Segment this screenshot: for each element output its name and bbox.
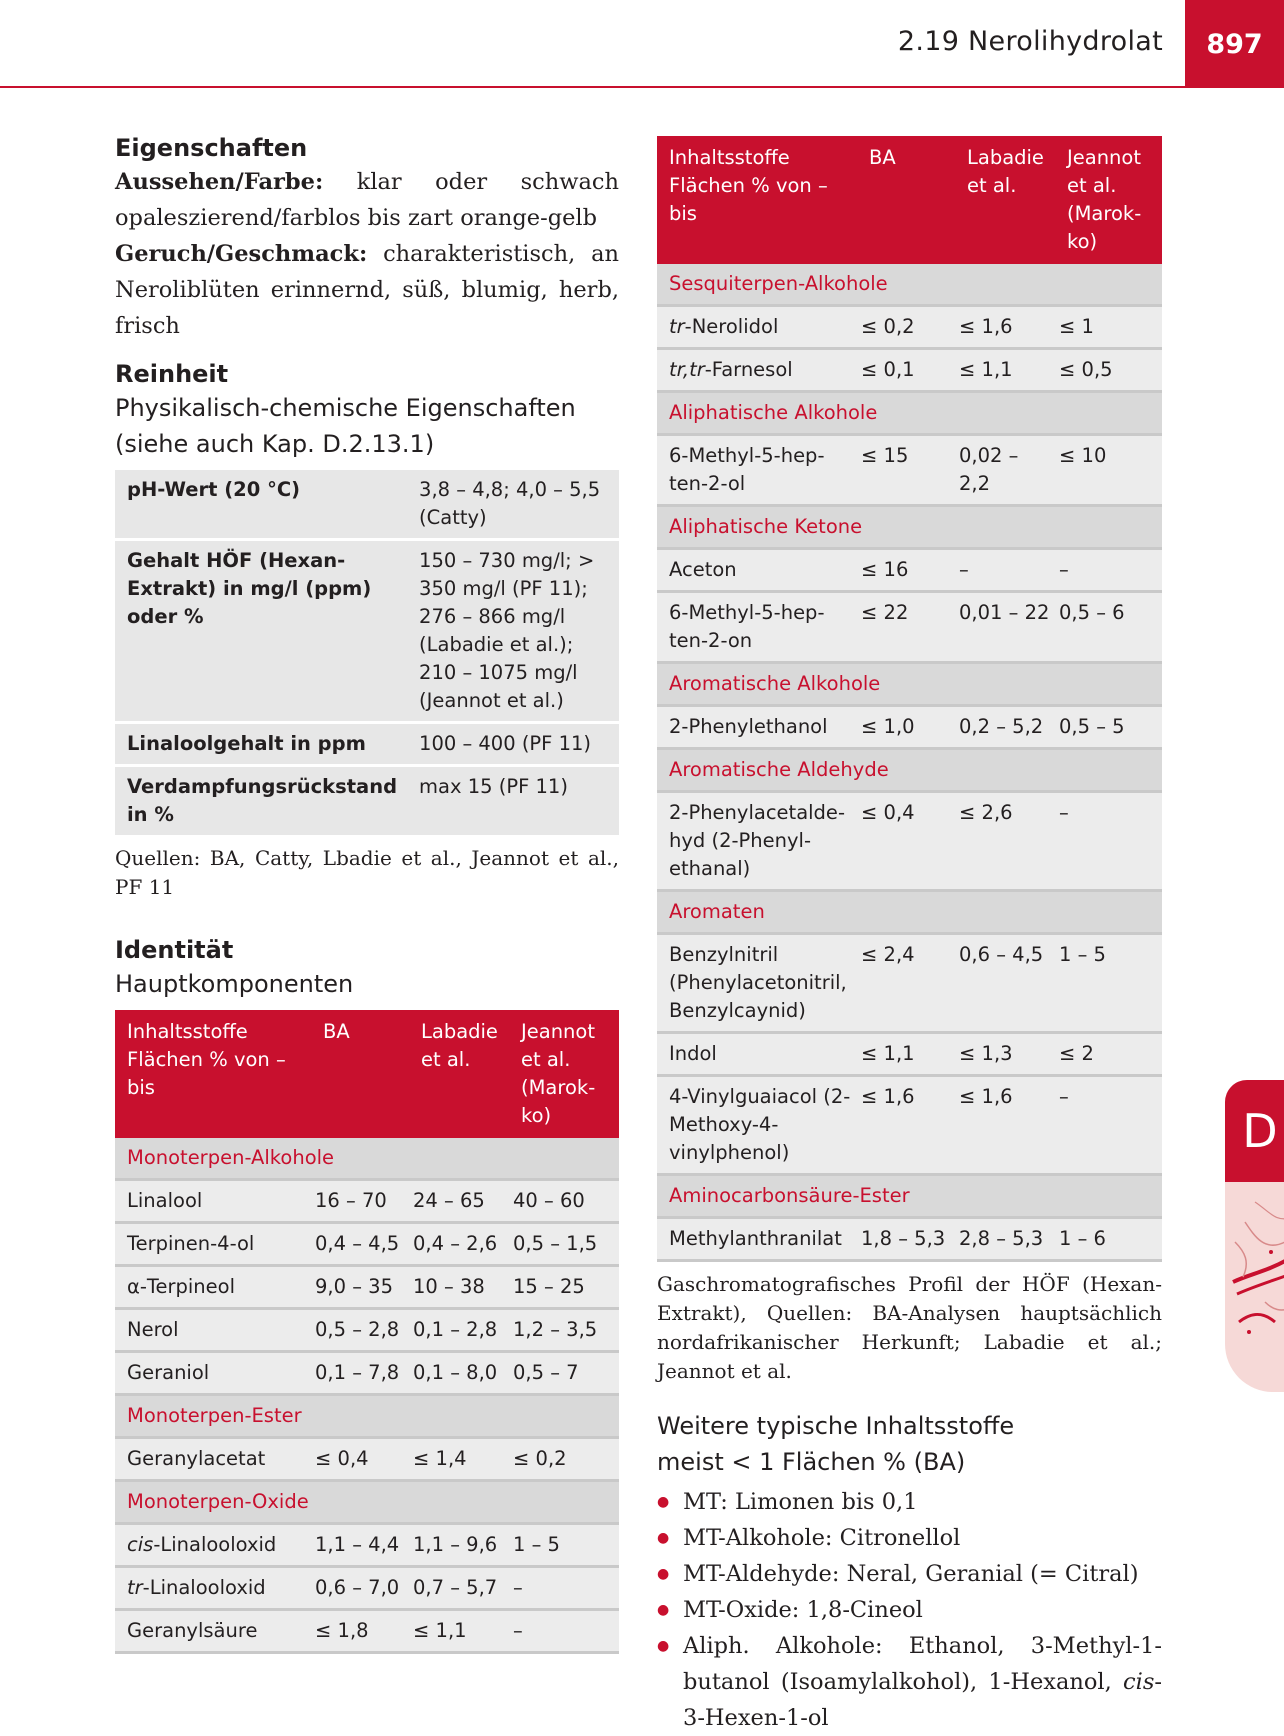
compound-name: Terpinen-4-ol bbox=[115, 1223, 311, 1266]
value-ba: 0,5 – 2,8 bbox=[311, 1309, 409, 1352]
table-row bbox=[115, 1524, 619, 1567]
table-row bbox=[657, 549, 1162, 592]
value-ba: ≤ 1,8 bbox=[311, 1610, 409, 1653]
header-rule bbox=[0, 86, 1284, 88]
heading-identitaet: Identität bbox=[115, 936, 234, 964]
identitaet-subtitle: Hauptkomponenten bbox=[115, 970, 354, 998]
table-row bbox=[115, 1180, 619, 1223]
value-ba: ≤ 1,0 bbox=[857, 706, 955, 749]
table-row bbox=[657, 1218, 1162, 1261]
compound-name bbox=[657, 349, 857, 392]
table-row bbox=[657, 306, 1162, 349]
page-number: 897 bbox=[1185, 0, 1284, 88]
group-label: Monoterpen-Ester bbox=[115, 1395, 619, 1438]
aussehen-label: Aussehen/Farbe: bbox=[115, 169, 324, 195]
col-header-ba: BA bbox=[311, 1010, 409, 1138]
value-ba: ≤ 2,4 bbox=[857, 934, 955, 1033]
compound-name: 4-Vinylguaiacol (2-Methoxy-4-vinylphenol) bbox=[657, 1076, 857, 1175]
property-table bbox=[115, 470, 619, 838]
table-caption: Gaschromatografisches Profil der HÖF (Hexan-Extrakt), Quellen: BA-Analysen hauptsächlich nordafrikanischer Herkunft; Labadie et al.; Jeannot et al. bbox=[657, 1272, 1162, 1383]
table-row bbox=[115, 1309, 619, 1352]
compound-name: Indol bbox=[657, 1033, 857, 1076]
value-jeannot: ≤ 0,5 bbox=[1055, 349, 1162, 392]
group-row bbox=[657, 392, 1162, 435]
property-key: Verdampfungsrückstand in % bbox=[115, 766, 407, 837]
value-jeannot: – bbox=[1055, 792, 1162, 891]
compound-name-rest: -Linalooloxid bbox=[142, 1576, 266, 1599]
components-table-right bbox=[657, 136, 1162, 1262]
group-row bbox=[115, 1138, 619, 1180]
components-table-left bbox=[115, 1010, 619, 1654]
property-row bbox=[115, 540, 619, 723]
compound-name: Aceton bbox=[657, 549, 857, 592]
weitere-title-line1: Weitere typische Inhaltsstoffe bbox=[657, 1412, 1015, 1440]
table-row bbox=[657, 792, 1162, 891]
list-item: ● MT-Alkohole: Citronellol bbox=[657, 1520, 1162, 1556]
group-row bbox=[657, 891, 1162, 934]
table-row bbox=[115, 1567, 619, 1610]
value-labadie: 0,02 – 2,2 bbox=[955, 435, 1055, 506]
value-jeannot: 0,5 – 1,5 bbox=[509, 1223, 619, 1266]
value-labadie: ≤ 1,1 bbox=[409, 1610, 509, 1653]
heading-reinheit: Reinheit bbox=[115, 360, 229, 388]
value-jeannot: 0,5 – 7 bbox=[509, 1352, 619, 1395]
value-labadie: ≤ 1,1 bbox=[955, 349, 1055, 392]
list-item-prefix: cis bbox=[1123, 1669, 1155, 1695]
col-header-ba: BA bbox=[857, 136, 955, 264]
value-jeannot: 1 – 5 bbox=[509, 1524, 619, 1567]
value-ba: ≤ 0,1 bbox=[857, 349, 955, 392]
value-labadie: 1,1 – 9,6 bbox=[409, 1524, 509, 1567]
chapter-letter: D bbox=[1225, 1080, 1284, 1182]
group-row bbox=[657, 264, 1162, 306]
table-row bbox=[115, 1438, 619, 1481]
value-ba: 0,6 – 7,0 bbox=[311, 1567, 409, 1610]
property-value: 100 – 400 (PF 11) bbox=[407, 723, 619, 766]
value-labadie: 2,8 – 5,3 bbox=[955, 1218, 1055, 1261]
value-labadie: ≤ 2,6 bbox=[955, 792, 1055, 891]
value-labadie: 0,4 – 2,6 bbox=[409, 1223, 509, 1266]
value-ba: 16 – 70 bbox=[311, 1180, 409, 1223]
value-ba: ≤ 0,2 bbox=[857, 306, 955, 349]
property-row bbox=[115, 470, 619, 540]
value-jeannot: 40 – 60 bbox=[509, 1180, 619, 1223]
value-ba: 0,1 – 7,8 bbox=[311, 1352, 409, 1395]
group-label: Aromaten bbox=[657, 891, 1162, 934]
table-row bbox=[657, 706, 1162, 749]
right-column bbox=[657, 136, 1162, 1736]
compound-name: Methylanthranilat bbox=[657, 1218, 857, 1261]
value-jeannot: 0,5 – 6 bbox=[1055, 592, 1162, 663]
compound-name: α-Terpineol bbox=[115, 1266, 311, 1309]
group-label: Aminocarbonsäure-Ester bbox=[657, 1175, 1162, 1218]
geruch-paragraph bbox=[115, 236, 619, 344]
value-labadie: ≤ 1,6 bbox=[955, 1076, 1055, 1175]
value-jeannot: ≤ 2 bbox=[1055, 1033, 1162, 1076]
value-ba: ≤ 22 bbox=[857, 592, 955, 663]
table-row bbox=[115, 1352, 619, 1395]
group-row bbox=[115, 1481, 619, 1524]
col-header-labadie: Labadie et al. bbox=[409, 1010, 509, 1138]
col-header-jeannot: Jeannot et al. (Marokko) bbox=[509, 1010, 619, 1138]
flower-illustration bbox=[1225, 1182, 1284, 1392]
weitere-title-line2: meist < 1 Flächen % (BA) bbox=[657, 1448, 966, 1476]
chapter-thumb-tab bbox=[1225, 1080, 1284, 1392]
compound-name bbox=[115, 1567, 311, 1610]
table-row bbox=[657, 349, 1162, 392]
group-label: Aromatische Alkohole bbox=[657, 663, 1162, 706]
value-labadie: 10 – 38 bbox=[409, 1266, 509, 1309]
property-value: max 15 (PF 11) bbox=[407, 766, 619, 837]
value-jeannot: 1 – 5 bbox=[1055, 934, 1162, 1033]
table-row bbox=[115, 1266, 619, 1309]
compound-prefix: tr bbox=[127, 1576, 143, 1599]
list-item-text-end: -3-Hexen-1-ol bbox=[683, 1669, 1162, 1731]
compound-prefix: cis bbox=[127, 1533, 154, 1556]
list-item: ● MT: Limonen bis 0,1 bbox=[657, 1484, 1162, 1520]
left-column bbox=[115, 132, 619, 1654]
value-ba: ≤ 1,1 bbox=[857, 1033, 955, 1076]
compound-name: 6-Methyl-5-hepten-2-ol bbox=[657, 435, 857, 506]
value-labadie: 0,2 – 5,2 bbox=[955, 706, 1055, 749]
running-head-section: 2.19 Nerolihydrolat bbox=[897, 26, 1163, 57]
value-jeannot: ≤ 10 bbox=[1055, 435, 1162, 506]
value-labadie: 0,6 – 4,5 bbox=[955, 934, 1055, 1033]
value-jeannot: 0,5 – 5 bbox=[1055, 706, 1162, 749]
value-jeannot: – bbox=[1055, 549, 1162, 592]
heading-eigenschaften: Eigenschaften bbox=[115, 134, 308, 162]
property-row bbox=[115, 723, 619, 766]
value-ba: ≤ 0,4 bbox=[311, 1438, 409, 1481]
group-label: Monoterpen-Alkohole bbox=[115, 1138, 619, 1180]
compound-prefix: tr,tr bbox=[669, 358, 705, 381]
property-key: Gehalt HÖF (Hexan-Extrakt) in mg/l (ppm) oder % bbox=[115, 540, 407, 723]
group-label: Aliphatische Ketone bbox=[657, 506, 1162, 549]
table-row bbox=[657, 1076, 1162, 1175]
compound-name: Benzylnitril (Phenylacetonitril, Benzylcaynid) bbox=[657, 934, 857, 1033]
reinheit-subtitle: Physikalisch-chemische Eigenschaften (siehe auch Kap. D.2.13.1) bbox=[115, 394, 576, 458]
property-value: 150 – 730 mg/l; > 350 mg/l (PF 11); 276 – 866 mg/l (Labadie et al.); 210 – 1075 mg/l (Jeannot et al.) bbox=[407, 540, 619, 723]
value-labadie: 0,01 – 22 bbox=[955, 592, 1055, 663]
aussehen-paragraph bbox=[115, 164, 619, 236]
table-row bbox=[657, 1033, 1162, 1076]
compound-name-rest: -Linalooloxid bbox=[153, 1533, 277, 1556]
col-header-inhaltsstoffe: Inhaltsstoffe Flächen % von – bis bbox=[115, 1010, 311, 1138]
table-row bbox=[657, 592, 1162, 663]
compound-prefix: tr bbox=[669, 315, 685, 338]
eigenschaften-text bbox=[115, 164, 619, 344]
group-row bbox=[657, 506, 1162, 549]
compound-name: 2-Phenylethanol bbox=[657, 706, 857, 749]
value-jeannot: – bbox=[509, 1610, 619, 1653]
group-label: Sesquiterpen-Alkohole bbox=[657, 264, 1162, 306]
weitere-list bbox=[657, 1484, 1162, 1736]
list-item: ● MT-Oxide: 1,8-Cineol bbox=[657, 1592, 1162, 1628]
list-item-text: Aliph. Alkohole: Ethanol, 3-Methyl-1-butanol (Isoamylalkohol), 1-Hexanol, bbox=[683, 1633, 1162, 1695]
geruch-label: Geruch/Geschmack: bbox=[115, 241, 368, 267]
value-jeannot: – bbox=[1055, 1076, 1162, 1175]
compound-name bbox=[657, 306, 857, 349]
value-jeannot: 1 – 6 bbox=[1055, 1218, 1162, 1261]
value-labadie: 0,7 – 5,7 bbox=[409, 1567, 509, 1610]
value-ba: 1,8 – 5,3 bbox=[857, 1218, 955, 1261]
group-row bbox=[115, 1395, 619, 1438]
aussehen-text: klar oder schwach opaleszierend/farblos bis zart orange-gelb bbox=[115, 169, 619, 231]
value-ba: 1,1 – 4,4 bbox=[311, 1524, 409, 1567]
property-value: 3,8 – 4,8; 4,0 – 5,5 (Catty) bbox=[407, 470, 619, 540]
value-ba: ≤ 16 bbox=[857, 549, 955, 592]
group-row bbox=[657, 749, 1162, 792]
group-label: Monoterpen-Oxide bbox=[115, 1481, 619, 1524]
col-header-inhaltsstoffe: Inhaltsstoffe Flächen % von – bis bbox=[657, 136, 857, 264]
compound-name: Geranylacetat bbox=[115, 1438, 311, 1481]
compound-name: 2-Phenylacetaldehyd (2-Phenylethanal) bbox=[657, 792, 857, 891]
value-jeannot: – bbox=[509, 1567, 619, 1610]
table-row bbox=[115, 1223, 619, 1266]
value-jeannot: ≤ 0,2 bbox=[509, 1438, 619, 1481]
value-jeannot: 1,2 – 3,5 bbox=[509, 1309, 619, 1352]
value-labadie: 0,1 – 8,0 bbox=[409, 1352, 509, 1395]
list-item: ● MT-Aldehyde: Neral, Geranial (= Citral) bbox=[657, 1556, 1162, 1592]
compound-name: Geranylsäure bbox=[115, 1610, 311, 1653]
geruch-text: charakteristisch, an Neroliblüten erinnernd, süß, blumig, herb, frisch bbox=[115, 241, 619, 339]
compound-name: Nerol bbox=[115, 1309, 311, 1352]
compound-name-rest: -Nerolidol bbox=[684, 315, 779, 338]
table-row bbox=[657, 435, 1162, 506]
table-row bbox=[115, 1610, 619, 1653]
value-labadie: – bbox=[955, 549, 1055, 592]
col-header-labadie: Labadie et al. bbox=[955, 136, 1055, 264]
value-ba: 0,4 – 4,5 bbox=[311, 1223, 409, 1266]
property-key: Linaloolgehalt in ppm bbox=[115, 723, 407, 766]
value-ba: ≤ 1,6 bbox=[857, 1076, 955, 1175]
value-jeannot: ≤ 1 bbox=[1055, 306, 1162, 349]
value-labadie: ≤ 1,6 bbox=[955, 306, 1055, 349]
property-row bbox=[115, 766, 619, 837]
value-ba: 9,0 – 35 bbox=[311, 1266, 409, 1309]
value-ba: ≤ 15 bbox=[857, 435, 955, 506]
property-key: pH-Wert (20 °C) bbox=[115, 470, 407, 540]
value-jeannot: 15 – 25 bbox=[509, 1266, 619, 1309]
value-labadie: 0,1 – 2,8 bbox=[409, 1309, 509, 1352]
col-header-jeannot: Jeannot et al. (Marokko) bbox=[1055, 136, 1162, 264]
group-row bbox=[657, 663, 1162, 706]
table-row bbox=[657, 934, 1162, 1033]
compound-name: Linalool bbox=[115, 1180, 311, 1223]
compound-name-rest: -Farnesol bbox=[704, 358, 793, 381]
group-label: Aromatische Aldehyde bbox=[657, 749, 1162, 792]
compound-name bbox=[115, 1524, 311, 1567]
reinheit-sources: Quellen: BA, Catty, Lbadie et al., Jeannot et al., PF 11 bbox=[115, 846, 619, 899]
value-ba: ≤ 0,4 bbox=[857, 792, 955, 891]
value-labadie: ≤ 1,3 bbox=[955, 1033, 1055, 1076]
compound-name: Geraniol bbox=[115, 1352, 311, 1395]
compound-name: 6-Methyl-5-hepten-2-on bbox=[657, 592, 857, 663]
group-row bbox=[657, 1175, 1162, 1218]
group-label: Aliphatische Alkohole bbox=[657, 392, 1162, 435]
value-labadie: ≤ 1,4 bbox=[409, 1438, 509, 1481]
value-labadie: 24 – 65 bbox=[409, 1180, 509, 1223]
